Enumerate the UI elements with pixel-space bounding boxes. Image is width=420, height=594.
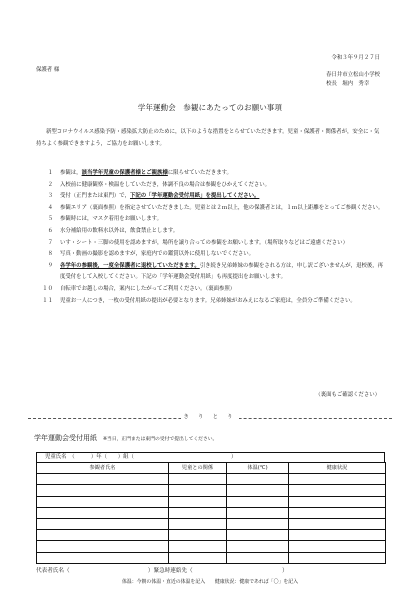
request-list: [36, 168, 386, 307]
table-row: [37, 530, 386, 541]
item-text: [60, 226, 386, 238]
list-item: [36, 249, 386, 261]
list-item: [36, 191, 386, 203]
list-item: [36, 238, 386, 250]
table-cell[interactable]: [169, 496, 227, 507]
item-text-part: いす・シート・三脚の使用を認めますが，場所を譲り合っての参観をお願いします。（場所取りなどはご遠慮ください）: [60, 239, 348, 246]
item-number: ９: [47, 262, 53, 269]
table-cell[interactable]: [169, 541, 227, 552]
visitor-table: [36, 462, 386, 564]
table-cell[interactable]: [289, 485, 386, 496]
item-number: ８: [47, 251, 53, 258]
item-text-part: 水分補給用の飲料水以外は，飲食禁止とします。: [60, 227, 179, 234]
table-row: [37, 485, 386, 496]
item-number: ４: [47, 204, 53, 211]
form-title-text: 学年運動会受付用紙: [34, 434, 97, 442]
table-row: [37, 507, 386, 518]
item-text: [60, 261, 386, 284]
list-item: [36, 296, 386, 308]
table-cell[interactable]: [37, 552, 169, 563]
see-back-note: （裏面もご確認ください）: [315, 392, 380, 398]
item-text: [60, 249, 386, 261]
item-text: [60, 238, 386, 250]
item-emphasis: 下記の「学年運動会受付用紙」を提出してください。: [129, 193, 260, 200]
table-row: [37, 552, 386, 563]
col-visitor-name: 参観者氏名: [37, 463, 169, 474]
table-row: [37, 541, 386, 552]
table-cell[interactable]: [289, 507, 386, 518]
table-cell[interactable]: [37, 474, 169, 485]
item-emphasis: 各学年の参観後，一度全保護者に退校していただきます。: [60, 262, 200, 269]
item-text-part: 入校前に健康観察・検温をしていただき，体調不良の場合は参観をひかえてください。: [60, 181, 271, 188]
table-cell[interactable]: [37, 541, 169, 552]
item-text-part: 写真・動画の撮影を認めますが，家庭内での鑑賞以外に使用しないでください。: [60, 251, 255, 258]
cut-label: き り と り: [181, 414, 240, 420]
table-cell[interactable]: [37, 518, 169, 529]
item-text-part: 自転車でお越しの場合，案内にしたがってご利用ください。（裏面参照）: [60, 285, 236, 292]
item-text: [60, 296, 386, 308]
table-cell[interactable]: [37, 530, 169, 541]
form-title: [34, 434, 217, 443]
item-number: ３: [47, 193, 53, 200]
sender-block: [326, 72, 380, 90]
table-cell[interactable]: [37, 485, 169, 496]
list-item: [36, 284, 386, 296]
col-health-status: 健康状況: [289, 463, 386, 474]
list-item: [36, 168, 386, 180]
table-row: [37, 474, 386, 485]
table-cell[interactable]: [169, 507, 227, 518]
table-cell[interactable]: [37, 496, 169, 507]
table-row: [37, 518, 386, 529]
col-relationship: 児童との関係: [169, 463, 227, 474]
table-cell[interactable]: [169, 485, 227, 496]
item-text: [60, 191, 386, 203]
item-number: ７: [47, 239, 53, 246]
table-cell[interactable]: [169, 530, 227, 541]
table-cell[interactable]: [227, 507, 289, 518]
form-footnote: 体温：今朝の体温・直近の体温を記入 健康状況：健康であれば「〇」を記入: [121, 579, 299, 585]
item-text-part: 参観時には，マスク着用をお願いします。: [60, 216, 162, 223]
list-item: [36, 180, 386, 192]
list-item: [36, 214, 386, 226]
intro-paragraph: 新型コロナウイルス感染予防・感染拡大防止のために，以下のような措置をとらせていただきます。児童・保護者・関係者が，安全に・気持ちよく参観できますよう，ご協力をお願いします。: [36, 129, 380, 147]
item-text-part: 受付（正門または東門）で，: [60, 193, 130, 200]
representative-line[interactable]: 代表者氏名（ ）緊急時連絡先（ ）: [36, 568, 288, 574]
table-cell[interactable]: [169, 474, 227, 485]
table-row: [37, 496, 386, 507]
item-text-part: 児童お一人につき，一枚の受付用紙の提出が必要となります。兄弟姉妹がおみえになるご家庭は，全員分ご準備ください。: [60, 297, 356, 304]
list-item: [36, 226, 386, 238]
child-name-row[interactable]: 児童氏名 （ ）年（ ）組（ ）: [36, 452, 385, 462]
item-text: [60, 214, 386, 226]
table-cell[interactable]: [227, 530, 289, 541]
school-name: 春日井市立松山小学校: [326, 72, 380, 78]
table-cell[interactable]: [289, 474, 386, 485]
item-text-part: 引き続き兄弟姉妹の参観をされる方は，申し訳ございませんが，退校後，再度受付をして入校してください。下記の「学年運動会受付用紙」も再度提出をお願いします。: [60, 262, 384, 281]
item-number: ６: [47, 227, 53, 234]
item-text: [60, 168, 386, 180]
table-cell[interactable]: [227, 496, 289, 507]
table-cell[interactable]: [227, 518, 289, 529]
document-title: 学年運動会 参観にあたってのお願い事項: [137, 103, 283, 112]
item-number: １１: [42, 297, 53, 304]
list-item: [36, 203, 386, 215]
table-cell[interactable]: [169, 552, 227, 563]
table-cell[interactable]: [289, 541, 386, 552]
table-cell[interactable]: [289, 518, 386, 529]
table-header-row: [37, 463, 386, 474]
reception-form: [36, 452, 385, 564]
table-cell[interactable]: [289, 496, 386, 507]
item-text: [60, 203, 386, 215]
table-cell[interactable]: [169, 518, 227, 529]
item-number: ２: [47, 181, 53, 188]
item-number: １０: [42, 285, 53, 292]
item-text: [60, 284, 386, 296]
issue-date: 令和３年９月２７日: [331, 55, 380, 61]
cut-line: [28, 414, 392, 422]
table-cell[interactable]: [227, 541, 289, 552]
item-number: ５: [47, 216, 53, 223]
item-text-part: に限らせていただきます。: [167, 170, 232, 176]
recipient: 保護者 様: [36, 67, 60, 73]
table-cell[interactable]: [37, 507, 169, 518]
item-text-part: 参観は，: [60, 170, 82, 176]
table-cell[interactable]: [227, 485, 289, 496]
principal-name: 校長 堀内 秀幸: [326, 81, 370, 87]
item-text: [60, 180, 386, 192]
list-item: [36, 261, 386, 284]
item-number: １: [47, 170, 53, 176]
table-cell[interactable]: [227, 474, 289, 485]
item-emphasis: 該当学年児童の保護者様とご親族様: [81, 170, 168, 176]
table-cell[interactable]: [289, 530, 386, 541]
col-temperature: 体温(℃): [227, 463, 289, 474]
table-cell[interactable]: [289, 552, 386, 563]
item-text-part: 参観エリア（裏面参照）を指定させていただきました。児童とは２ｍ以上，他の保護者とは，１ｍ以上距離をとってご参観ください。: [60, 204, 384, 211]
form-subtitle: ※当日，正門または東門の受付で提出してください。: [103, 437, 218, 442]
table-cell[interactable]: [227, 552, 289, 563]
